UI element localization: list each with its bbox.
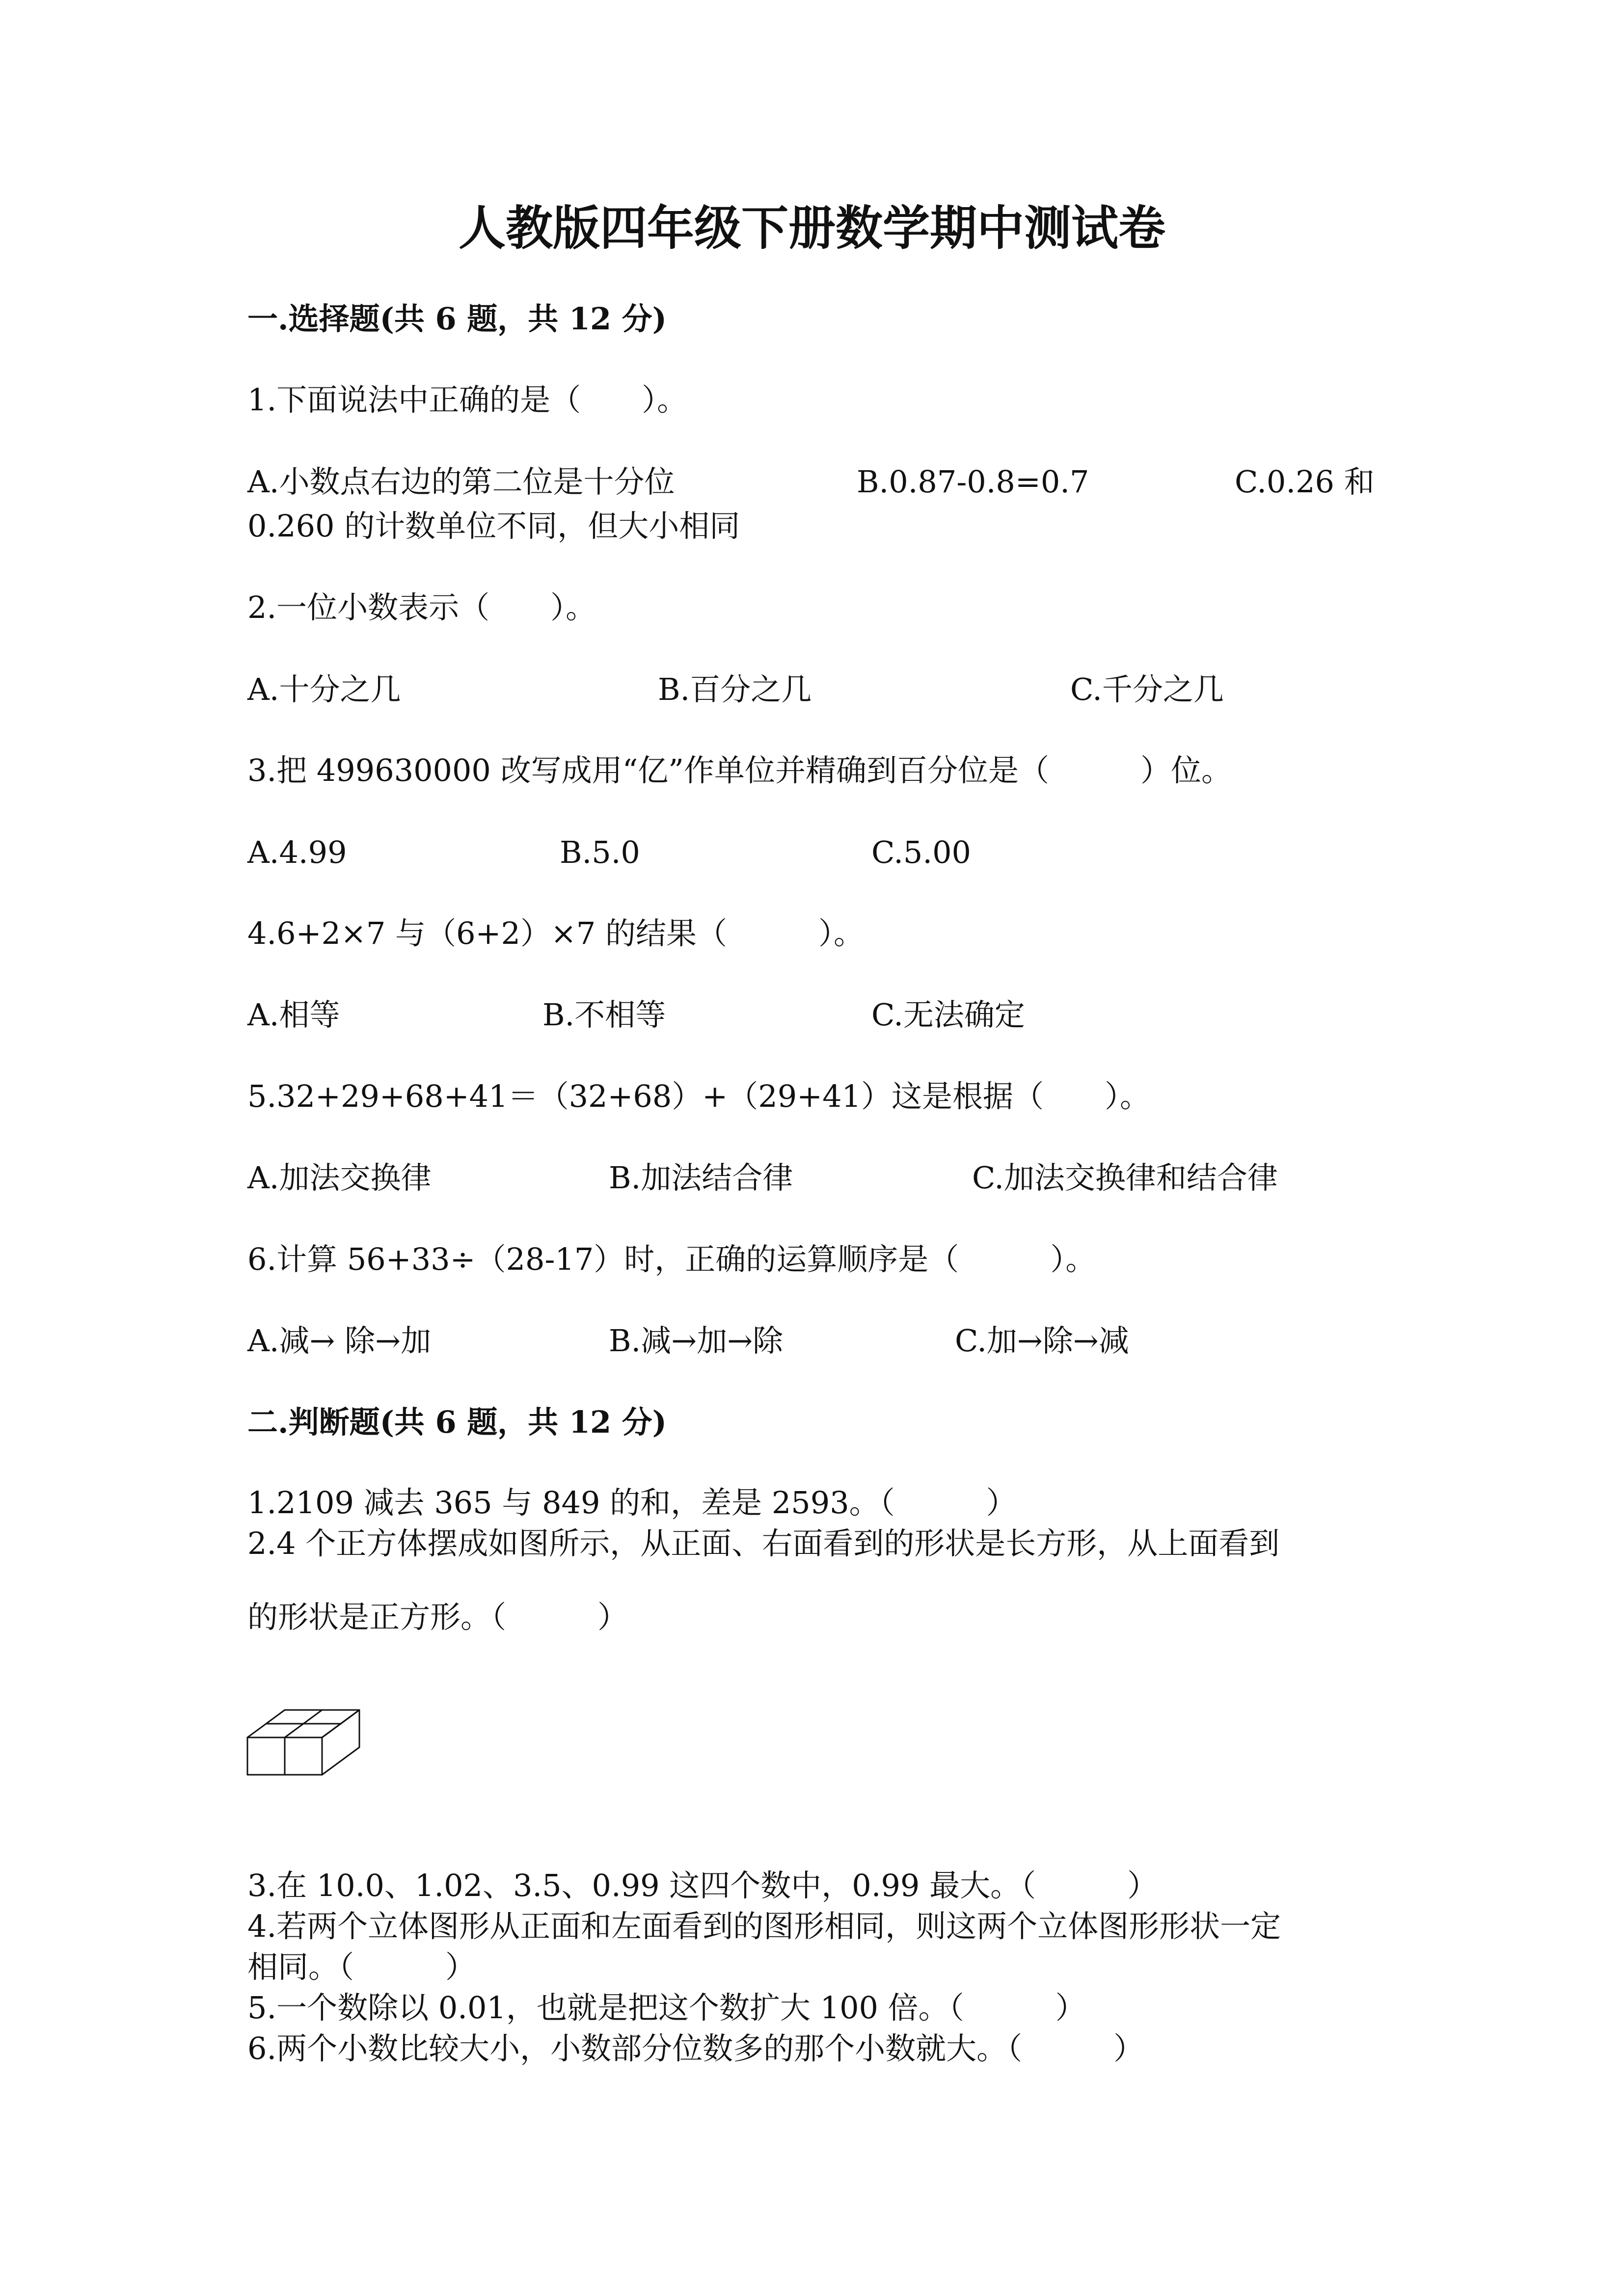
question-2-2-continued: 的形状是正方形。（ ） [247, 1599, 628, 1635]
question-1-2: 2.一位小数表示（ ）。 [247, 589, 596, 625]
page-title: 人教版四年级下册数学期中测试卷 [459, 200, 1165, 256]
q1-1-option-b: B.0.87-0.8=0.7 [857, 464, 1089, 500]
q1-5-option-a: A.加法交换律 [247, 1160, 432, 1196]
q1-1-option-a: A.小数点右边的第二位是十分位 [247, 464, 675, 500]
question-1-6: 6.计算 56+33÷（28-17）时，正确的运算顺序是（ ）。 [247, 1241, 1096, 1277]
q1-4-option-a: A.相等 [247, 997, 340, 1033]
section-heading-choice: 一.选择题(共 6 题，共 12 分) [247, 301, 667, 337]
q1-2-option-c: C.千分之几 [1070, 671, 1224, 707]
q1-3-option-a: A.4.99 [247, 834, 347, 870]
q1-5-option-b: B.加法结合律 [609, 1160, 793, 1196]
q1-2-option-a: A.十分之几 [247, 671, 401, 707]
q1-5-option-c: C.加法交换律和结合律 [972, 1160, 1278, 1196]
cubes-figure [245, 1703, 373, 1787]
question-1-3: 3.把 499630000 改写成用“亿”作单位并精确到百分位是（ ）位。 [247, 752, 1232, 788]
q1-3-option-c: C.5.00 [871, 834, 971, 870]
question-2-2: 2.4 个正方体摆成如图所示，从正面、右面看到的形状是长方形，从上面看到 [247, 1525, 1280, 1561]
question-2-3: 3.在 10.0、1.02、3.5、0.99 这四个数中，0.99 最大。（ ） [247, 1868, 1158, 1903]
question-1-5: 5.32+29+68+41＝（32+68）+（29+41）这是根据（ ）。 [247, 1078, 1150, 1114]
q1-6-option-a: A.减→ 除→加 [247, 1323, 432, 1359]
q1-6-option-b: B.减→加→除 [609, 1323, 784, 1359]
q1-3-option-b: B.5.0 [560, 834, 640, 870]
section-heading-judgement: 二.判断题(共 6 题，共 12 分) [247, 1404, 667, 1440]
q1-4-option-b: B.不相等 [542, 997, 666, 1033]
q1-1-option-c: C.0.26 和 [1235, 464, 1375, 500]
question-2-1: 1.2109 减去 365 与 849 的和，差是 2593。（ ） [247, 1485, 1017, 1521]
q1-2-option-b: B.百分之几 [658, 671, 812, 707]
question-2-6: 6.两个小数比较大小，小数部分位数多的那个小数就大。（ ） [247, 2030, 1144, 2066]
question-1-4: 4.6+2×7 与（6+2）×7 的结果（ ）。 [247, 915, 865, 951]
q1-1-option-c-continued: 0.260 的计数单位不同，但大小相同 [247, 508, 740, 544]
question-2-5: 5.一个数除以 0.01，也就是把这个数扩大 100 倍。（ ） [247, 1990, 1086, 2026]
question-2-4: 4.若两个立体图形从正面和左面看到的图形相同，则这两个立体图形形状一定 [247, 1908, 1281, 1944]
question-1-1: 1.下面说法中正确的是（ ）。 [247, 382, 688, 418]
q1-4-option-c: C.无法确定 [871, 997, 1025, 1033]
question-2-4-continued: 相同。（ ） [247, 1949, 476, 1985]
q1-6-option-c: C.加→除→减 [955, 1323, 1129, 1359]
